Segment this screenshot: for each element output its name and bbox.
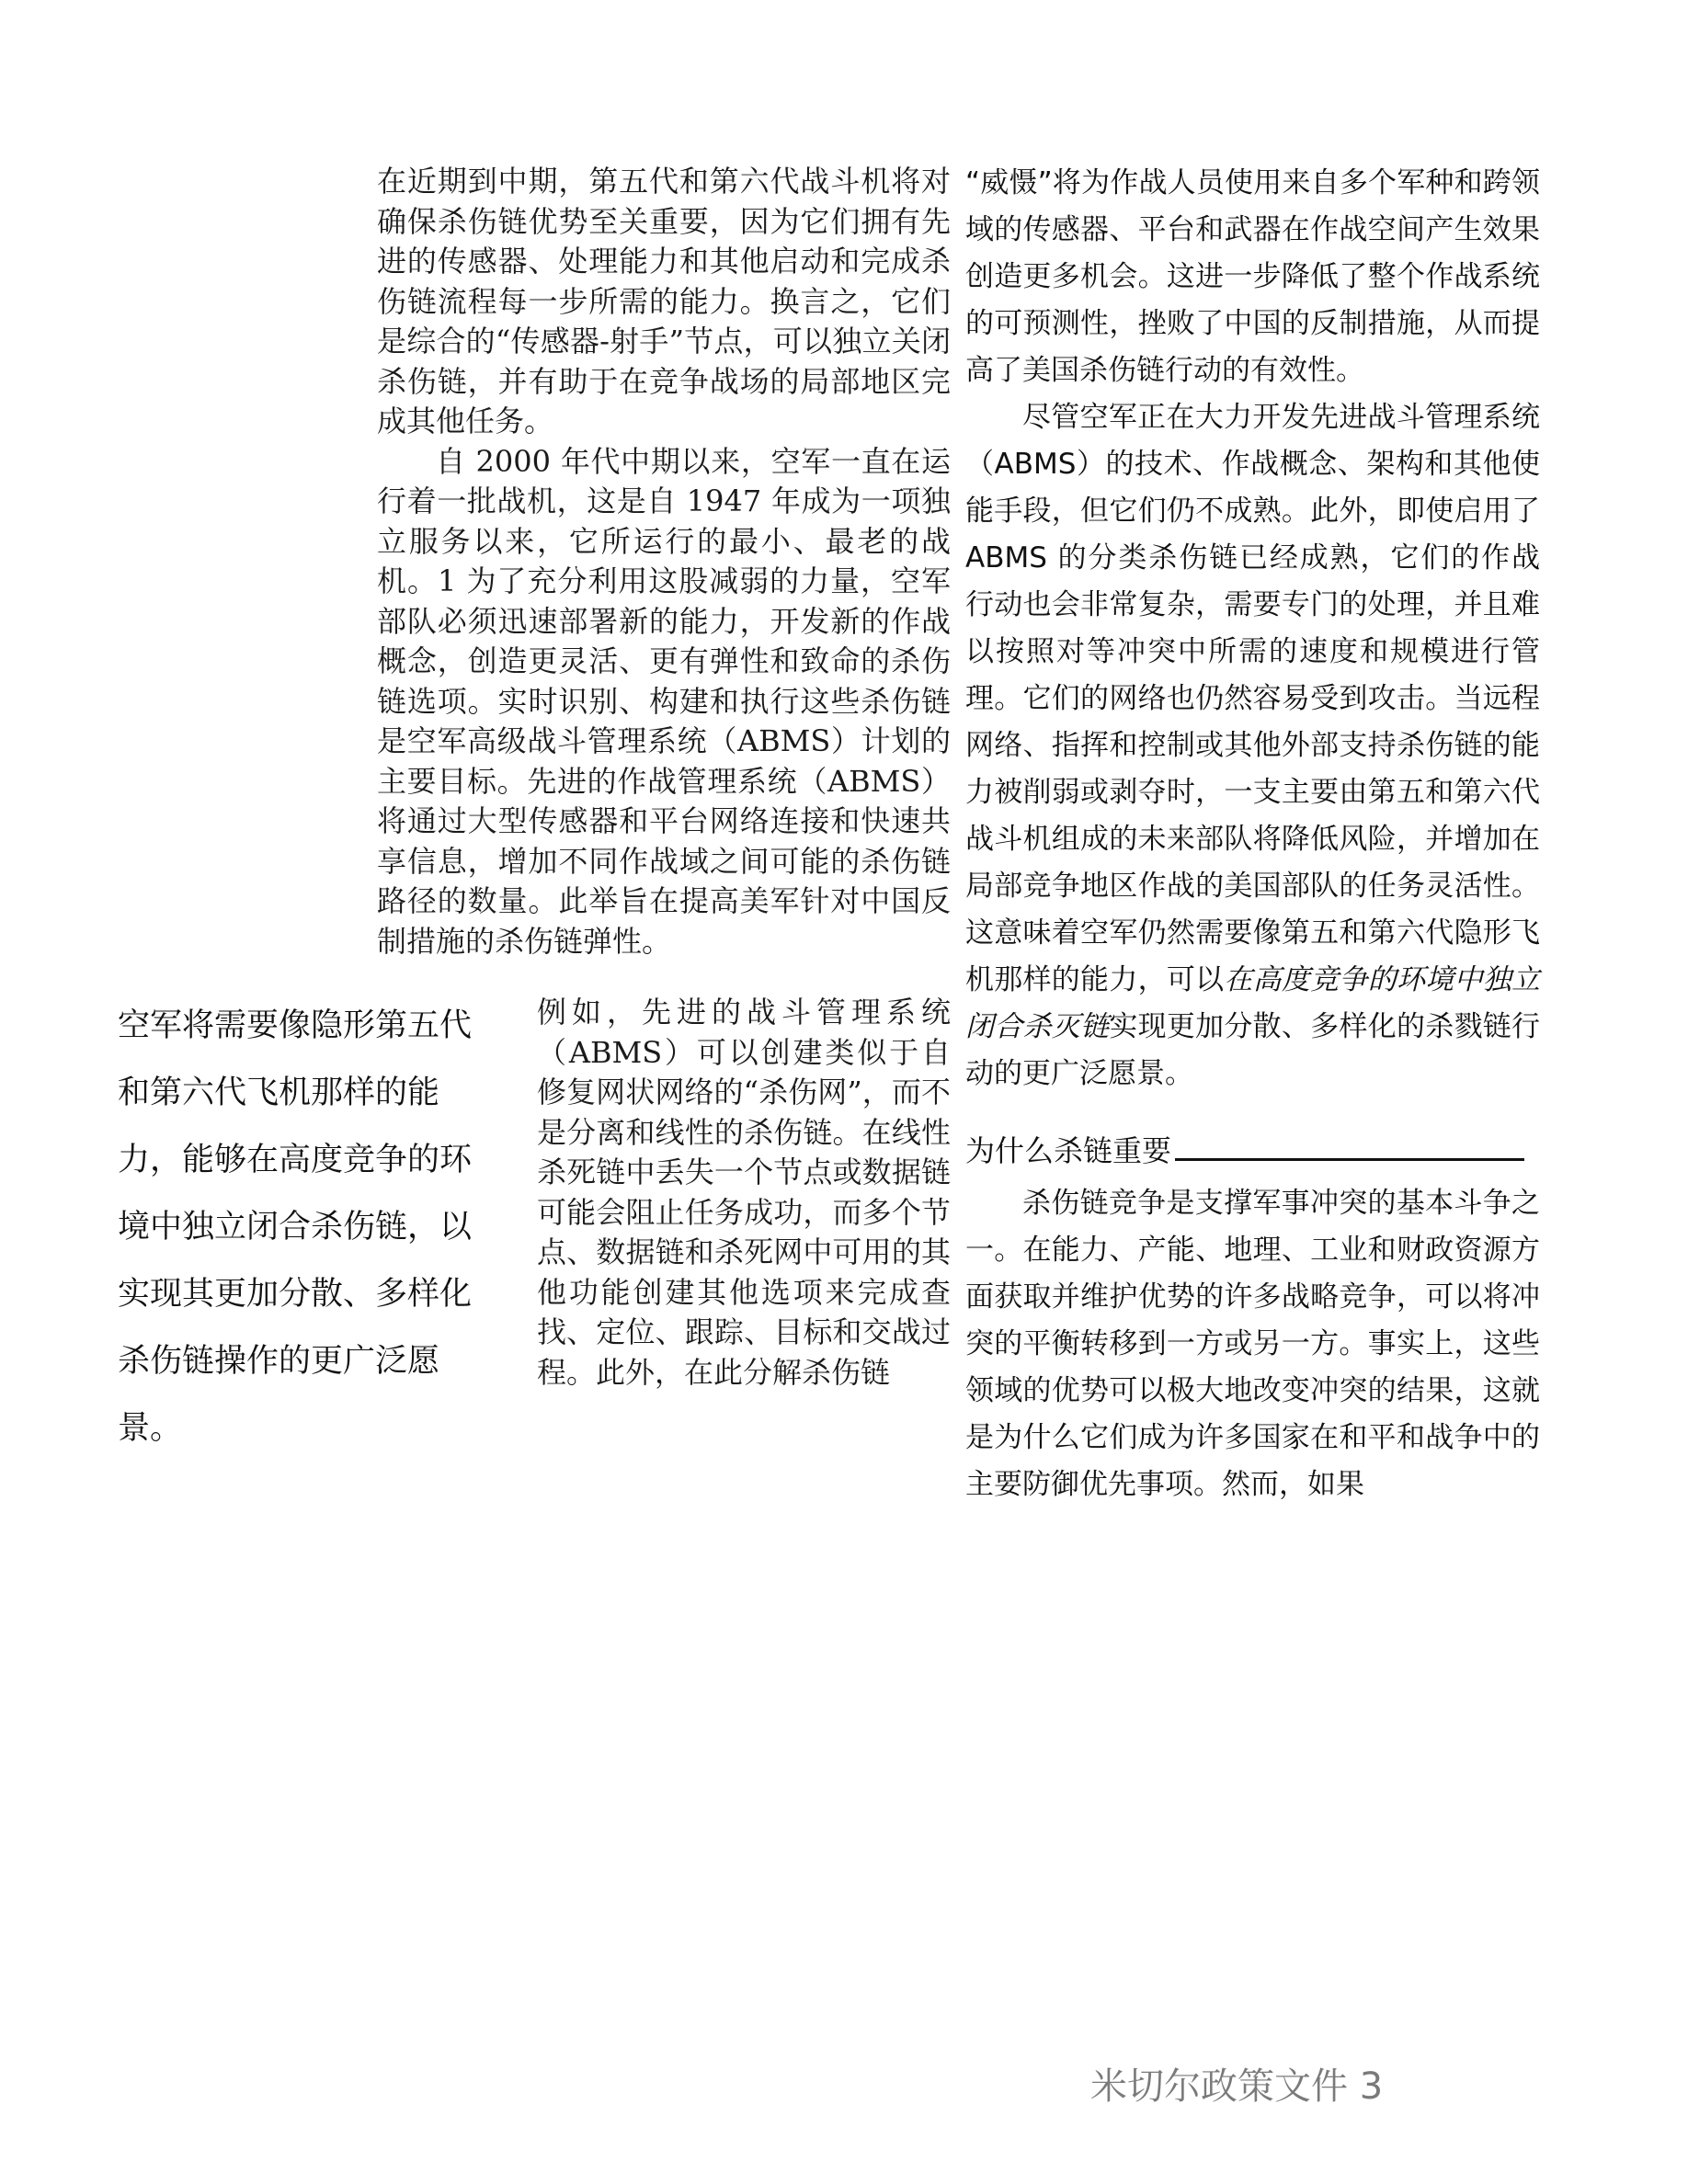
section-heading <box>965 1131 1540 1171</box>
paragraph-abms-immature <box>965 394 1540 1098</box>
paragraph-kill-web: 例如，先进的战斗管理系统（ABMS）可以创建类似于自修复网状网络的“杀伤网”，而不是分离和线性的杀伤链。在线性杀死链中丢失一个节点或数据链可能会阻止任务成功，而多个节点、数据链和杀死网中可用的其他功能创建其他选项来完成查找、定位、跟踪、目标和交战过程。此外，在此分解杀伤链 <box>537 995 951 1390</box>
right-column <box>965 160 1540 1508</box>
paragraph-abms-program: 自 2000 年代中期以来，空军一直在运行着一批战机，这是自 1947 年成为一项独立服务以来，它所运行的最小、最老的战机。1 为了充分利用这股减弱的力量，空军部队必须迅速部署新的能力，开发新的作战概念，创造更灵活、更有弹性和致命的杀伤链选项。实时识别、构建和执行这些杀伤链是空军高级战斗管理系统（ABMS）计划的主要目标。先进的作战管理系统（ABMS）将通过大型传感器和平台网络连接和快速共享信息，增加不同作战域之间可能的杀伤链路径的数量。此举旨在提高美军针对中国反制措施的杀伤链弹性。 <box>377 443 951 959</box>
page-footer <box>1090 2057 1383 2110</box>
paragraph-abms-immature-text: 尽管空军正在大力开发先进战斗管理系统（ABMS）的技术、作战概念、架构和其他使能手段，但它们仍不成熟。此外，即使启用了 ABMS 的分类杀伤链已经成熟，它们的作战行动也会非常复杂，需要专门的处理，并且难以按照对等冲突中所需的速度和规模进行管理。它们的网络也仍然容易受到攻击。当远程网络、指挥和控制或其他外部支持杀伤链的能力被削弱或剥夺时，一支主要由第五和第六代战斗机组成的未来部队将降低风险，并增加在局部竞争地区作战的美国部队的任务灵活性。这意味着空军仍然需要像第五和第六代隐形飞机那样的能力，可以 <box>965 401 1540 996</box>
emphasis-independent-close: 在高度竞争的环境中独立闭合杀灭链 <box>965 963 1541 1043</box>
left-column-upper <box>377 162 951 961</box>
pull-quote-text: 空军将需要像隐形第五代和第六代飞机那样的能力，能够在高度竞争的环境中独立闭合杀伤链，以实现其更加分散、多样化杀伤链操作的更广泛愿景。 <box>118 1007 473 1447</box>
pull-quote <box>118 993 495 1462</box>
left-column-lower <box>537 993 951 1393</box>
section-heading-text: 为什么杀链重要 <box>965 1133 1172 1168</box>
footer-text: 米切尔政策文件 3 <box>1090 2065 1384 2108</box>
paragraph-kill-chain-competition: 杀伤链竞争是支撑军事冲突的基本斗争之一。在能力、产能、地理、工业和财政资源方面获取并维护优势的许多战略竞争，可以将冲突的平衡转移到一方或另一方。事实上，这些领域的优势可以极大地改变冲突的结果，这就是为什么它们成为许多国家在和平和战争中的主要防御优先事项。然而，如果 <box>965 1187 1540 1501</box>
paragraph-fifth-sixth-gen: 在近期到中期，第五代和第六代战斗机将对确保杀伤链优势至关重要，因为它们拥有先进的传感器、处理能力和其他启动和完成杀伤链流程每一步所需的能力。换言之，它们是综合的“传感器-射手”节点，可以独立关闭杀伤链，并有助于在竞争战场的局部地区完成其他任务。 <box>377 164 951 438</box>
heading-underline-rule <box>1175 1140 1524 1161</box>
paragraph-deterrence: “威慑”将为作战人员使用来自多个军种和跨领域的传感器、平台和武器在作战空间产生效果创造更多机会。这进一步降低了整个作战系统的可预测性，挫败了中国的反制措施，从而提高了美国杀伤链行动的有效性。 <box>965 166 1540 387</box>
paragraph-abms-immature-end: 实现更加分散、多样化的杀戮链行动的更广泛愿景。 <box>965 1010 1541 1090</box>
